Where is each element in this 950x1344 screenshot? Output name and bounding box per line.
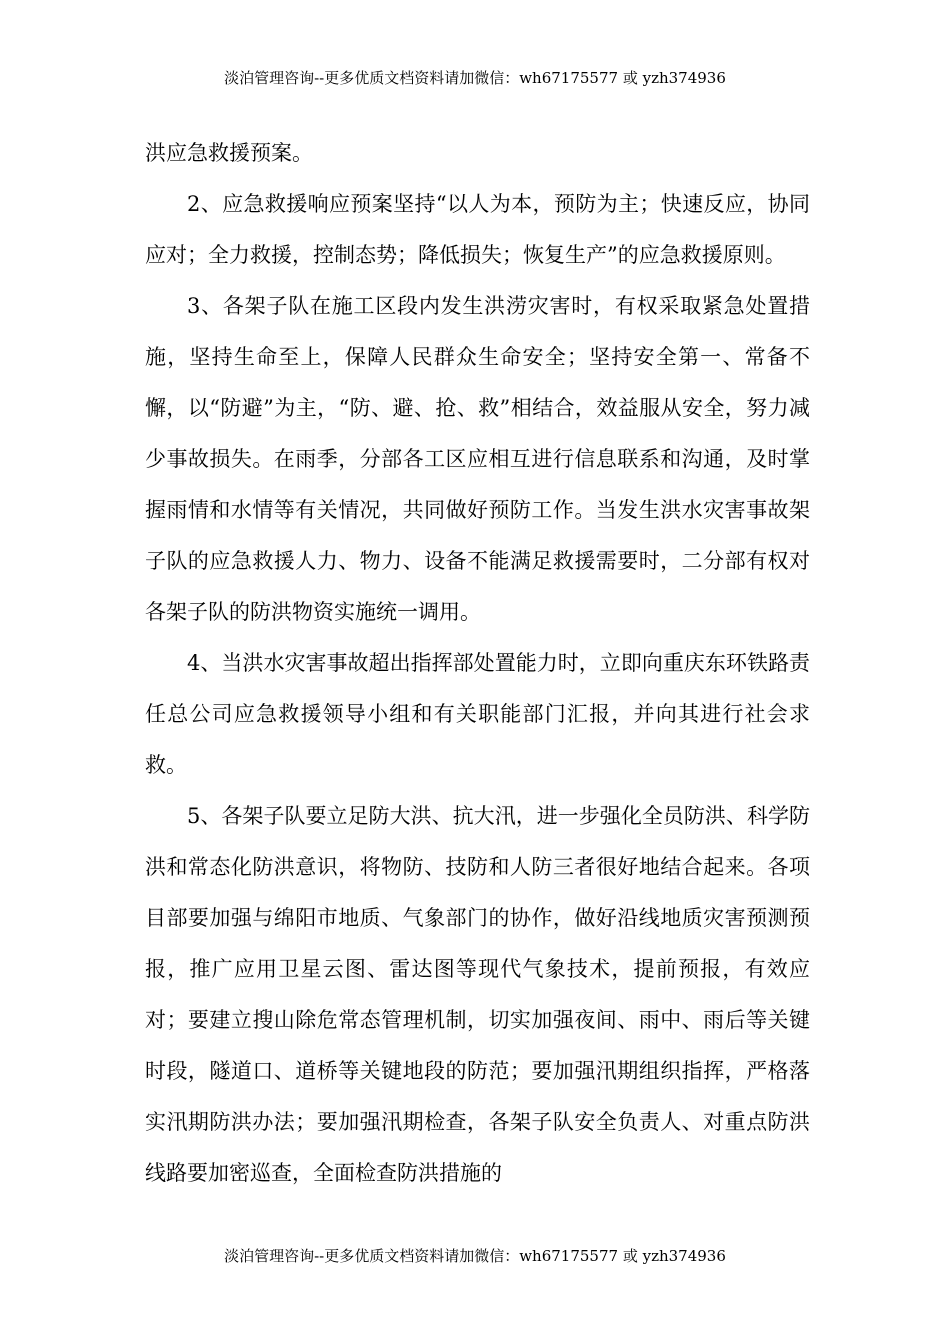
document-body	[145, 128, 810, 1199]
page-footer: 淡泊管理咨询--更多优质文档资料请加微信：wh67175577 或 yzh374936	[224, 1247, 726, 1265]
paragraph-item-4: 4、当洪水灾害事故超出指挥部处置能力时，立即向重庆东环铁路责任总公司应急救援领导小组和有关职能部门汇报，并向其进行社会求救。	[145, 651, 810, 777]
paragraph-item-5: 5、各架子队要立足防大洪、抗大汛，进一步强化全员防洪、科学防洪和常态化防洪意识，将物防、技防和人防三者很好地结合起来。各项目部要加强与绵阳市地质、气象部门的协作，做好沿线地质灾害预测预报，推广应用卫星云图、雷达图等现代气象技术，提前预报，有效应对；要建立搜山除危常态管理机制，切实加强夜间、雨中、雨后等关键时段，隧道口、道桥等关键地段的防范；要加强汛期组织指挥，严格落实汛期防洪办法；要加强汛期检查，各架子队安全负责人、对重点防洪线路要加密巡查，全面检查防洪措施的	[145, 804, 810, 1185]
page-header: 淡泊管理咨询--更多优质文档资料请加微信：wh67175577 或 yzh374936	[224, 69, 726, 87]
paragraph-continuation: 洪应急救援预案。	[145, 141, 313, 165]
paragraph-item-2: 2、应急救援响应预案坚持“以人为本，预防为主；快速反应，协同应对；全力救援，控制态势；降低损失；恢复生产”的应急救援原则。	[145, 192, 810, 267]
paragraph-item-3: 3、各架子队在施工区段内发生洪涝灾害时，有权采取紧急处置措施，坚持生命至上，保障人民群众生命安全；坚持安全第一、常备不懈，以“防避”为主，“防、避、抢、救”相结合，效益服从安全，努力减少事故损失。在雨季，分部各工区应相互进行信息联系和沟通，及时掌握雨情和水情等有关情况，共同做好预防工作。当发生洪水灾害事故架子队的应急救援人力、物力、设备不能满足救援需要时，二分部有权对各架子队的防洪物资实施统一调用。	[145, 294, 810, 624]
